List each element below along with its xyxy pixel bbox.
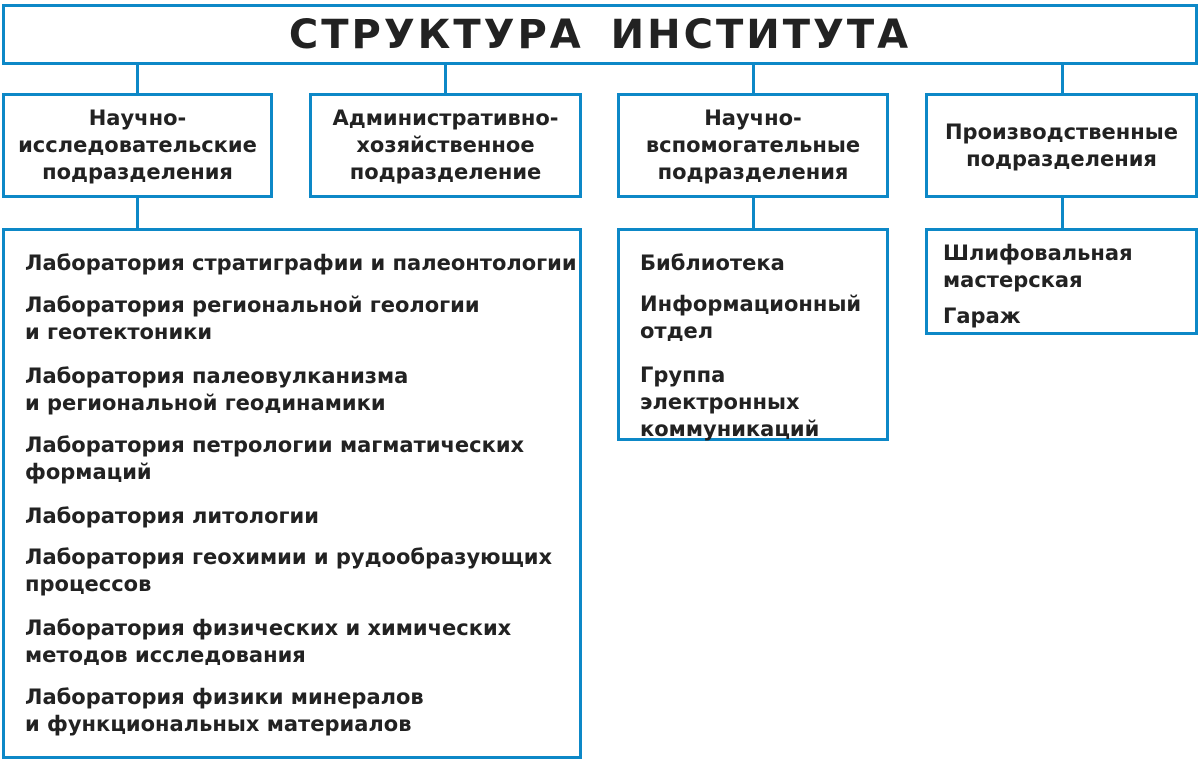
dept-admin xyxy=(309,93,582,198)
dept-admin-label: Административно- хозяйственное подразделение xyxy=(332,106,559,184)
list-item-research-5: Лаборатория геохимии и рудообразующих процессов xyxy=(25,545,553,596)
list-item-production-0: Шлифовальная мастерская xyxy=(943,241,1133,292)
support-units-list xyxy=(617,228,889,441)
structure-title-box xyxy=(2,4,1198,65)
list-item-research-1: Лаборатория региональной геологии и геотектоники xyxy=(25,293,480,344)
list-item-research-7: Лаборатория физики минералов и функциональных материалов xyxy=(25,685,424,736)
connector-title-dept-support xyxy=(752,65,755,93)
production-units-list xyxy=(925,228,1198,335)
list-item-support-1: Информационный отдел xyxy=(640,292,862,343)
list-item-support-0: Библиотека xyxy=(640,251,785,275)
connector-support-units xyxy=(752,198,755,228)
structure-title: СТРУКТУРА ИНСТИТУТА xyxy=(288,11,912,58)
list-item-research-6: Лаборатория физических и химических методов исследования xyxy=(25,616,512,667)
dept-support-label: Научно- вспомогательные подразделения xyxy=(645,106,861,184)
dept-support xyxy=(617,93,889,198)
research-units-list xyxy=(2,228,582,759)
connector-title-dept-research xyxy=(136,65,139,93)
list-item-production-1: Гараж xyxy=(943,304,1021,328)
connector-title-dept-production xyxy=(1061,65,1064,93)
list-item-support-2: Группа электронных коммуникаций xyxy=(640,363,820,441)
list-item-research-0: Лаборатория стратиграфии и палеонтологии xyxy=(25,251,577,275)
dept-research-label: Научно- исследовательские подразделения xyxy=(18,106,257,184)
list-item-research-4: Лаборатория литологии xyxy=(25,504,319,528)
connector-production-units xyxy=(1061,198,1064,228)
dept-production-label: Производственные подразделения xyxy=(944,119,1179,171)
dept-production xyxy=(925,93,1198,198)
connector-research-units xyxy=(136,198,139,228)
list-item-research-2: Лаборатория палеовулканизма и региональной геодинамики xyxy=(25,364,409,415)
dept-research xyxy=(2,93,273,198)
connector-title-dept-admin xyxy=(444,65,447,93)
list-item-research-3: Лаборатория петрологии магматических формаций xyxy=(25,433,525,484)
